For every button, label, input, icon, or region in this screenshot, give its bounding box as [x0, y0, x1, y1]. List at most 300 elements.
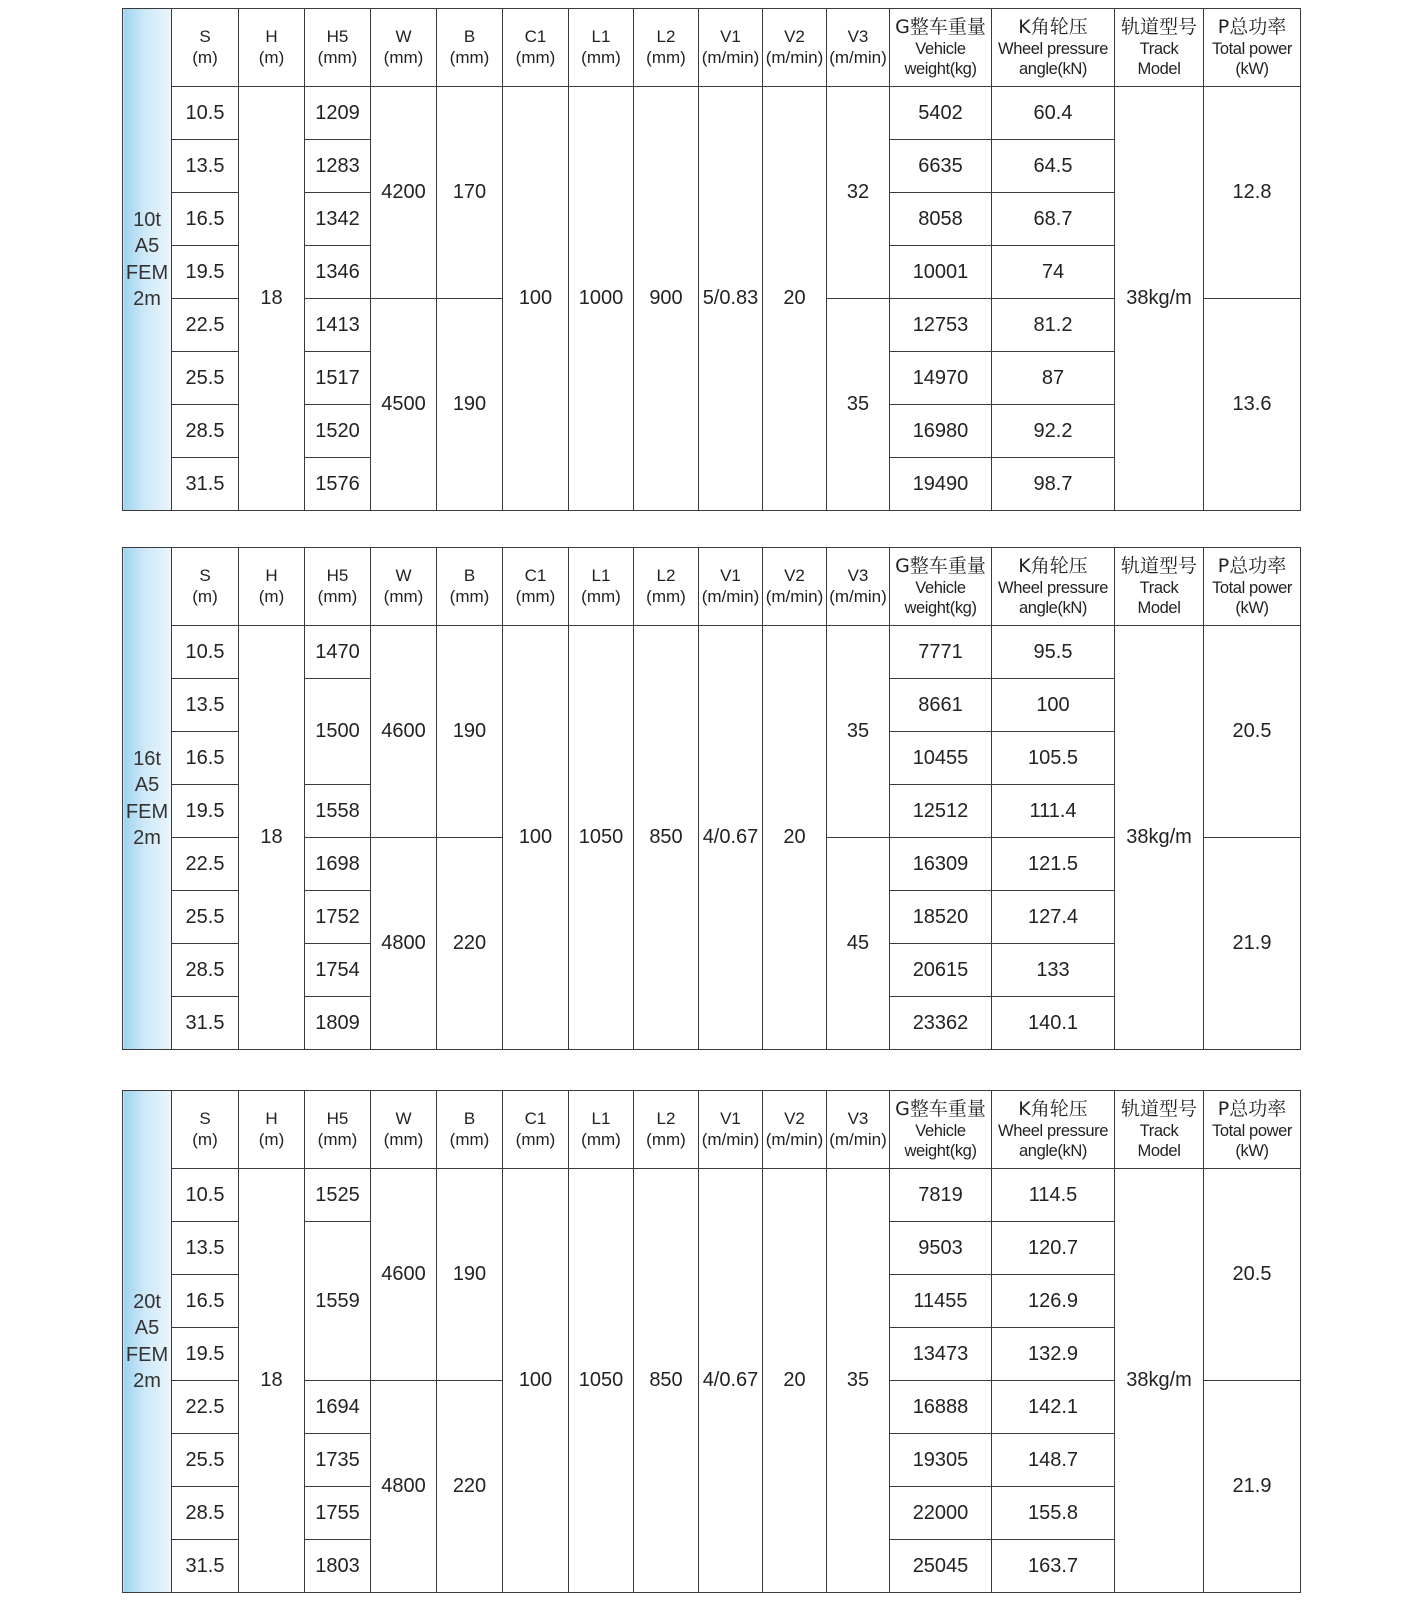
cell-track-model: 38kg/m [1115, 87, 1204, 511]
cell-wheel-pressure: 114.5 [992, 1169, 1115, 1222]
column-header-line: Model [1137, 599, 1181, 618]
column-header-line: (m) [192, 586, 218, 606]
cell-l2: 850 [634, 626, 699, 1050]
column-header-l1 [569, 548, 634, 626]
column-header-line: (m/min) [701, 47, 760, 67]
column-header-line: Track [1139, 578, 1179, 597]
cell-h5: 1470 [305, 626, 371, 679]
cell-wheel-pressure: 142.1 [992, 1381, 1115, 1434]
column-header-line: (mm) [317, 1129, 358, 1149]
column-header-g [890, 548, 992, 626]
column-header-p [1204, 548, 1301, 626]
column-header-line: Wheel pressure [998, 39, 1108, 58]
column-header-v3 [827, 1091, 890, 1169]
cell-span: 28.5 [172, 944, 239, 997]
cell-l1: 1000 [569, 87, 634, 511]
column-header-line: W [395, 1108, 412, 1128]
cell-span: 10.5 [172, 626, 239, 679]
cell-vehicle-weight: 19305 [890, 1434, 992, 1487]
cell-span: 31.5 [172, 1540, 239, 1593]
cell-v1: 4/0.67 [699, 1169, 763, 1593]
cell-vehicle-weight: 16309 [890, 838, 992, 891]
cell-total-power: 20.5 [1204, 1169, 1301, 1381]
cell-rail-width: 220 [437, 1381, 503, 1593]
cell-wheel-pressure: 163.7 [992, 1540, 1115, 1593]
cell-h5: 1413 [305, 299, 371, 352]
column-header-line: L1 [591, 565, 611, 585]
cell-wheelbase: 4600 [371, 626, 437, 838]
column-header-line: K角轮压 [1018, 1097, 1088, 1120]
column-header-p [1204, 1091, 1301, 1169]
column-header-w [371, 1091, 437, 1169]
model-label-line: FEM [125, 261, 169, 284]
cell-l2: 850 [634, 1169, 699, 1593]
column-header-line: V1 [720, 1108, 741, 1128]
column-header-line: (mm) [581, 586, 621, 606]
column-header-line: Total power [1212, 39, 1292, 58]
column-header-line: (kW) [1235, 599, 1269, 618]
cell-l1: 1050 [569, 626, 634, 1050]
column-header-p [1204, 9, 1301, 87]
column-header-line: (m/min) [765, 586, 824, 606]
column-header-line: Track [1139, 1121, 1179, 1140]
column-header-line: Vehicle [915, 1121, 966, 1140]
column-header-v1 [699, 1091, 763, 1169]
column-header-l2 [634, 9, 699, 87]
cell-span: 25.5 [172, 1434, 239, 1487]
cell-rail-width: 190 [437, 299, 503, 511]
model-label-line: A5 [134, 774, 160, 797]
column-header-line: 轨道型号 [1120, 554, 1197, 577]
cell-h5: 1752 [305, 891, 371, 944]
column-header-v1 [699, 548, 763, 626]
cell-span: 28.5 [172, 1487, 239, 1540]
cell-total-power: 13.6 [1204, 299, 1301, 511]
column-header-line: V3 [847, 1108, 869, 1128]
cell-h5: 1525 [305, 1169, 371, 1222]
cell-v3: 35 [827, 1169, 890, 1593]
column-header-h [239, 1091, 305, 1169]
cell-lift-height: 18 [239, 87, 305, 511]
cell-h5: 1755 [305, 1487, 371, 1540]
column-header-line: (kW) [1235, 1142, 1269, 1161]
column-header-line: Model [1137, 1142, 1181, 1161]
model-label-line: 20t [133, 1290, 161, 1313]
model-label-line: A5 [134, 1317, 160, 1340]
column-header-line: (mm) [383, 47, 424, 67]
cell-span: 25.5 [172, 352, 239, 405]
column-header-line: V3 [847, 565, 869, 585]
column-header-track [1115, 9, 1204, 87]
column-header-v3 [827, 548, 890, 626]
column-header-track [1115, 1091, 1204, 1169]
column-header-line: (kW) [1235, 60, 1269, 79]
model-label [123, 548, 172, 1050]
column-header-b [437, 548, 503, 626]
cell-vehicle-weight: 7771 [890, 626, 992, 679]
cell-v2: 20 [763, 626, 827, 1050]
column-header-line: H [265, 565, 278, 585]
cell-vehicle-weight: 5402 [890, 87, 992, 140]
cell-wheel-pressure: 74 [992, 246, 1115, 299]
column-header-line: Model [1137, 60, 1181, 79]
column-header-line: (m/min) [765, 47, 824, 67]
cell-vehicle-weight: 9503 [890, 1222, 992, 1275]
column-header-line: angle(kN) [1019, 60, 1087, 79]
table-row [123, 87, 1301, 140]
cell-wheel-pressure: 87 [992, 352, 1115, 405]
cell-wheel-pressure: 120.7 [992, 1222, 1115, 1275]
column-header-line: (m/min) [829, 47, 887, 67]
cell-span: 16.5 [172, 193, 239, 246]
column-header-k [992, 9, 1115, 87]
cell-wheel-pressure: 60.4 [992, 87, 1115, 140]
column-header-v2 [763, 1091, 827, 1169]
cell-h5: 1754 [305, 944, 371, 997]
column-header-line: L2 [656, 26, 676, 46]
cell-span: 22.5 [172, 1381, 239, 1434]
column-header-s [172, 548, 239, 626]
column-header-line: G整车重量 [895, 15, 986, 38]
column-header-line: P总功率 [1217, 1097, 1287, 1120]
cell-v3: 35 [827, 626, 890, 838]
column-header-c1 [503, 1091, 569, 1169]
column-header-line: (m/min) [829, 1129, 887, 1149]
cell-wheelbase: 4800 [371, 1381, 437, 1593]
cell-vehicle-weight: 12753 [890, 299, 992, 352]
column-header-v2 [763, 9, 827, 87]
column-header-s [172, 1091, 239, 1169]
cell-span: 31.5 [172, 997, 239, 1050]
column-header-line: P总功率 [1217, 15, 1287, 38]
cell-span: 13.5 [172, 1222, 239, 1275]
column-header-line: Wheel pressure [998, 1121, 1108, 1140]
cell-h5: 1576 [305, 458, 371, 511]
spec-table [122, 1090, 1301, 1593]
column-header-line: H5 [326, 26, 349, 46]
cell-vehicle-weight: 8661 [890, 679, 992, 732]
cell-wheel-pressure: 111.4 [992, 785, 1115, 838]
spec-table [122, 8, 1301, 511]
cell-vehicle-weight: 14970 [890, 352, 992, 405]
column-header-line: L2 [656, 1108, 676, 1128]
column-header-line: S [199, 565, 211, 585]
cell-v3: 32 [827, 87, 890, 299]
cell-total-power: 20.5 [1204, 626, 1301, 838]
cell-h5: 1698 [305, 838, 371, 891]
column-header-line: H [265, 26, 278, 46]
column-header-line: P总功率 [1217, 554, 1287, 577]
column-header-line: S [199, 26, 211, 46]
column-header-line: (mm) [581, 47, 621, 67]
cell-wheel-pressure: 64.5 [992, 140, 1115, 193]
cell-wheel-pressure: 100 [992, 679, 1115, 732]
column-header-line: angle(kN) [1019, 599, 1087, 618]
column-header-line: B [463, 1108, 476, 1128]
column-header-line: (mm) [646, 1129, 686, 1149]
cell-total-power: 21.9 [1204, 838, 1301, 1050]
cell-span: 13.5 [172, 679, 239, 732]
cell-total-power: 12.8 [1204, 87, 1301, 299]
column-header-line: Vehicle [915, 578, 966, 597]
cell-h5: 1500 [305, 679, 371, 785]
cell-c1: 100 [503, 626, 569, 1050]
cell-vehicle-weight: 10455 [890, 732, 992, 785]
column-header-h5 [305, 548, 371, 626]
cell-vehicle-weight: 10001 [890, 246, 992, 299]
column-header-h [239, 9, 305, 87]
cell-vehicle-weight: 20615 [890, 944, 992, 997]
cell-wheelbase: 4500 [371, 299, 437, 511]
cell-h5: 1517 [305, 352, 371, 405]
column-header-line: (mm) [515, 47, 556, 67]
column-header-l1 [569, 1091, 634, 1169]
cell-vehicle-weight: 16888 [890, 1381, 992, 1434]
cell-span: 25.5 [172, 891, 239, 944]
cell-v1: 5/0.83 [699, 87, 763, 511]
cell-vehicle-weight: 8058 [890, 193, 992, 246]
column-header-line: (mm) [383, 1129, 424, 1149]
column-header-line: (mm) [515, 1129, 556, 1149]
column-header-line: (mm) [449, 586, 490, 606]
column-header-v1 [699, 9, 763, 87]
cell-span: 22.5 [172, 299, 239, 352]
cell-wheel-pressure: 148.7 [992, 1434, 1115, 1487]
column-header-line: (mm) [383, 586, 424, 606]
column-header-l1 [569, 9, 634, 87]
cell-rail-width: 190 [437, 1169, 503, 1381]
cell-v2: 20 [763, 87, 827, 511]
column-header-l2 [634, 1091, 699, 1169]
column-header-line: B [463, 26, 476, 46]
column-header-line: B [463, 565, 476, 585]
column-header-b [437, 9, 503, 87]
column-header-line: G整车重量 [895, 554, 986, 577]
cell-wheel-pressure: 92.2 [992, 405, 1115, 458]
column-header-s [172, 9, 239, 87]
column-header-line: (m) [258, 1129, 285, 1149]
cell-track-model: 38kg/m [1115, 1169, 1204, 1593]
column-header-line: K角轮压 [1018, 554, 1088, 577]
cell-vehicle-weight: 23362 [890, 997, 992, 1050]
column-header-line: H [265, 1108, 278, 1128]
column-header-line: V1 [720, 26, 741, 46]
cell-vehicle-weight: 16980 [890, 405, 992, 458]
spec-table [122, 547, 1301, 1050]
model-label-line: 16t [133, 747, 161, 770]
column-header-line: (m/min) [765, 1129, 824, 1149]
cell-h5: 1346 [305, 246, 371, 299]
cell-wheel-pressure: 95.5 [992, 626, 1115, 679]
cell-h5: 1520 [305, 405, 371, 458]
column-header-line: L1 [591, 1108, 611, 1128]
column-header-line: 轨道型号 [1120, 1097, 1197, 1120]
table-row [123, 1169, 1301, 1222]
column-header-line: S [199, 1108, 211, 1128]
cell-c1: 100 [503, 1169, 569, 1593]
cell-vehicle-weight: 18520 [890, 891, 992, 944]
column-header-line: (mm) [515, 586, 556, 606]
header-row [123, 548, 1301, 626]
cell-span: 19.5 [172, 1328, 239, 1381]
column-header-line: (mm) [317, 47, 358, 67]
model-label-line: 2m [133, 287, 161, 310]
column-header-line: (m) [192, 47, 218, 67]
column-header-track [1115, 548, 1204, 626]
cell-span: 16.5 [172, 1275, 239, 1328]
cell-wheel-pressure: 121.5 [992, 838, 1115, 891]
column-header-l2 [634, 548, 699, 626]
model-label-line: 2m [133, 1369, 161, 1392]
column-header-line: Total power [1212, 578, 1292, 597]
cell-wheel-pressure: 155.8 [992, 1487, 1115, 1540]
cell-rail-width: 170 [437, 87, 503, 299]
column-header-k [992, 1091, 1115, 1169]
cell-span: 19.5 [172, 246, 239, 299]
cell-span: 19.5 [172, 785, 239, 838]
column-header-line: V2 [784, 1108, 805, 1128]
column-header-h5 [305, 9, 371, 87]
cell-h5: 1735 [305, 1434, 371, 1487]
cell-l1: 1050 [569, 1169, 634, 1593]
column-header-line: angle(kN) [1019, 1142, 1087, 1161]
cell-track-model: 38kg/m [1115, 626, 1204, 1050]
model-label-line: FEM [125, 1343, 169, 1366]
column-header-v2 [763, 548, 827, 626]
column-header-line: L1 [591, 26, 611, 46]
cell-span: 13.5 [172, 140, 239, 193]
column-header-line: (m/min) [829, 586, 887, 606]
column-header-line: Wheel pressure [998, 578, 1108, 597]
model-label-line: A5 [134, 235, 160, 258]
cell-wheel-pressure: 126.9 [992, 1275, 1115, 1328]
column-header-line: V2 [784, 565, 805, 585]
cell-vehicle-weight: 7819 [890, 1169, 992, 1222]
cell-h5: 1283 [305, 140, 371, 193]
column-header-line: H5 [326, 565, 349, 585]
cell-wheel-pressure: 81.2 [992, 299, 1115, 352]
cell-vehicle-weight: 13473 [890, 1328, 992, 1381]
column-header-line: V1 [720, 565, 741, 585]
column-header-line: (m) [258, 586, 285, 606]
column-header-line: Total power [1212, 1121, 1292, 1140]
cell-span: 10.5 [172, 87, 239, 140]
cell-wheel-pressure: 68.7 [992, 193, 1115, 246]
cell-vehicle-weight: 19490 [890, 458, 992, 511]
cell-wheel-pressure: 132.9 [992, 1328, 1115, 1381]
cell-vehicle-weight: 11455 [890, 1275, 992, 1328]
cell-wheel-pressure: 98.7 [992, 458, 1115, 511]
column-header-line: (mm) [317, 586, 358, 606]
cell-span: 10.5 [172, 1169, 239, 1222]
column-header-line: (m/min) [701, 1129, 760, 1149]
cell-wheelbase: 4200 [371, 87, 437, 299]
column-header-line: weight(kg) [904, 599, 977, 618]
column-header-line: (m) [192, 1129, 218, 1149]
column-header-line: (mm) [581, 1129, 621, 1149]
column-header-line: (mm) [449, 1129, 490, 1149]
column-header-w [371, 548, 437, 626]
column-header-line: Vehicle [915, 39, 966, 58]
cell-vehicle-weight: 6635 [890, 140, 992, 193]
column-header-g [890, 9, 992, 87]
header-row [123, 1091, 1301, 1169]
cell-lift-height: 18 [239, 1169, 305, 1593]
column-header-v3 [827, 9, 890, 87]
column-header-line: L2 [656, 565, 676, 585]
column-header-h5 [305, 1091, 371, 1169]
cell-rail-width: 220 [437, 838, 503, 1050]
cell-span: 31.5 [172, 458, 239, 511]
cell-v3: 45 [827, 838, 890, 1050]
column-header-line: K角轮压 [1018, 15, 1088, 38]
column-header-line: V3 [847, 26, 869, 46]
column-header-h [239, 548, 305, 626]
header-row [123, 9, 1301, 87]
column-header-g [890, 1091, 992, 1169]
column-header-line: weight(kg) [904, 1142, 977, 1161]
cell-vehicle-weight: 22000 [890, 1487, 992, 1540]
column-header-line: (mm) [646, 586, 686, 606]
column-header-c1 [503, 548, 569, 626]
cell-v1: 4/0.67 [699, 626, 763, 1050]
model-label-line: FEM [125, 800, 169, 823]
model-label [123, 9, 172, 511]
cell-wheel-pressure: 133 [992, 944, 1115, 997]
cell-span: 16.5 [172, 732, 239, 785]
cell-lift-height: 18 [239, 626, 305, 1050]
model-label-line: 10t [133, 208, 161, 231]
column-header-line: G整车重量 [895, 1097, 986, 1120]
column-header-line: C1 [524, 565, 547, 585]
cell-h5: 1803 [305, 1540, 371, 1593]
column-header-line: H5 [326, 1108, 349, 1128]
cell-wheel-pressure: 140.1 [992, 997, 1115, 1050]
column-header-line: Track [1139, 39, 1179, 58]
column-header-line: weight(kg) [904, 60, 977, 79]
column-header-line: (mm) [449, 47, 490, 67]
column-header-line: V2 [784, 26, 805, 46]
column-header-line: 轨道型号 [1120, 15, 1197, 38]
cell-span: 22.5 [172, 838, 239, 891]
cell-c1: 100 [503, 87, 569, 511]
cell-wheel-pressure: 127.4 [992, 891, 1115, 944]
cell-l2: 900 [634, 87, 699, 511]
cell-wheel-pressure: 105.5 [992, 732, 1115, 785]
cell-wheelbase: 4600 [371, 1169, 437, 1381]
cell-h5: 1209 [305, 87, 371, 140]
column-header-line: C1 [524, 26, 547, 46]
column-header-line: (m/min) [701, 586, 760, 606]
table-row [123, 626, 1301, 679]
cell-v2: 20 [763, 1169, 827, 1593]
column-header-line: (mm) [646, 47, 686, 67]
column-header-line: (m) [258, 47, 285, 67]
cell-h5: 1559 [305, 1222, 371, 1381]
cell-vehicle-weight: 12512 [890, 785, 992, 838]
cell-span: 28.5 [172, 405, 239, 458]
cell-vehicle-weight: 25045 [890, 1540, 992, 1593]
cell-h5: 1558 [305, 785, 371, 838]
column-header-w [371, 9, 437, 87]
cell-wheelbase: 4800 [371, 838, 437, 1050]
cell-total-power: 21.9 [1204, 1381, 1301, 1593]
column-header-c1 [503, 9, 569, 87]
model-label-line: 2m [133, 826, 161, 849]
model-label [123, 1091, 172, 1593]
column-header-b [437, 1091, 503, 1169]
cell-h5: 1342 [305, 193, 371, 246]
